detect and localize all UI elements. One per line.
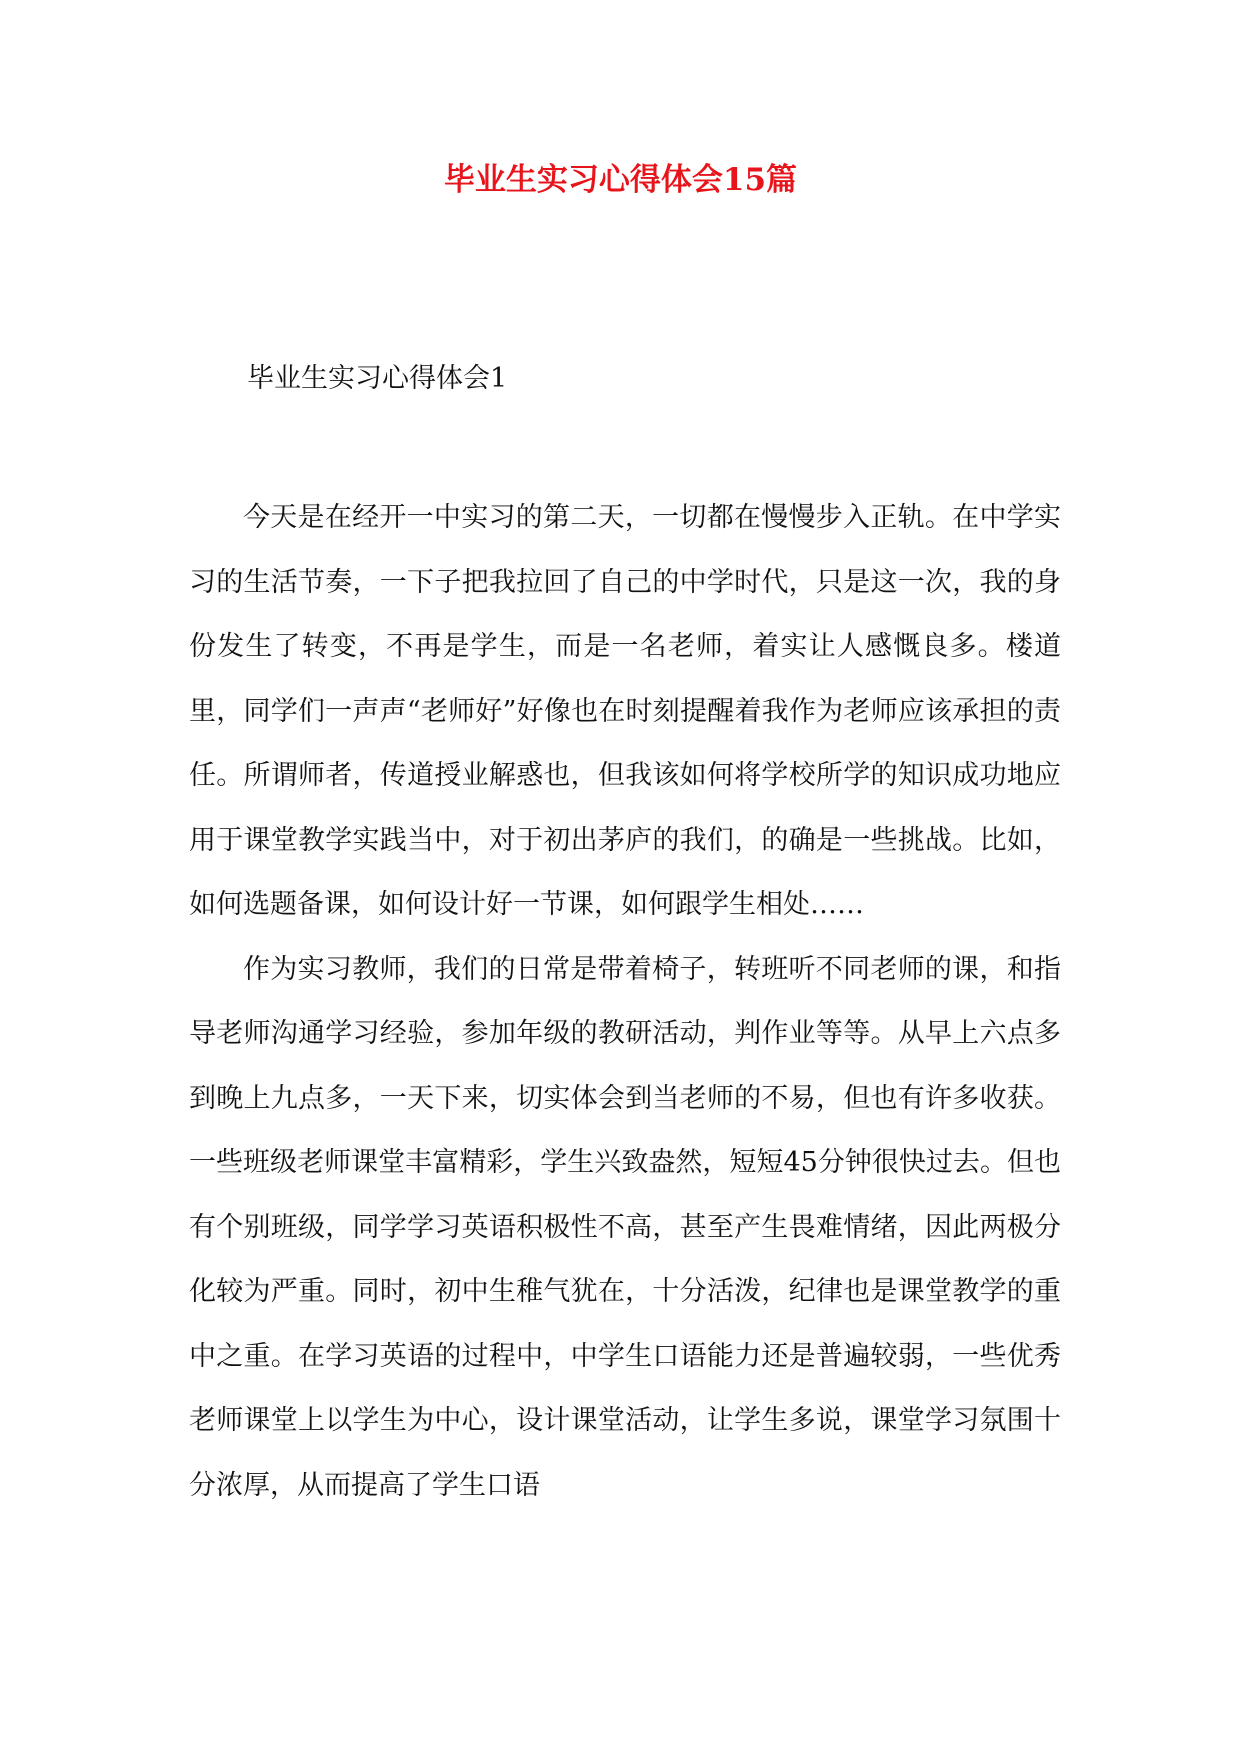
paragraph: 今天是在经开一中实习的第二天，一切都在慢慢步入正轨。在中学实习的生活节奏，一下子把我拉回了自己的中学时代，只是这一次，我的身份发生了转变，不再是学生，而是一名老师，着实让人感慨良多。楼道里，同学们一声声“老师好”好像也在时刻提醒着我作为老师应该承担的责任。所谓师者，传道授业解惑也，但我该如何将学校所学的知识成功地应用于课堂教学实践当中，对于初出茅庐的我们，的确是一些挑战。比如，如何选题备课，如何设计好一节课，如何跟学生相处…… — [189, 502, 1061, 920]
paragraph: 作为实习教师，我们的日常是带着椅子，转班听不同老师的课，和指导老师沟通学习经验，参加年级的教研活动，判作业等等。从早上六点多到晚上九点多，一天下来，切实体会到当老师的不易，但也有许多收获。一些班级老师课堂丰富精彩，学生兴致盎然，短短45分钟很快过去。但也有个别班级，同学学习英语积极性不高，甚至产生畏难情绪，因此两极分化较为严重。同时，初中生稚气犹在，十分活泼，纪律也是课堂教学的重中之重。在学习英语的过程中，中学生口语能力还是普遍较弱，一些优秀老师课堂上以学生为中心，设计课堂活动，让学生多说，课堂学习氛围十分浓厚，从而提高了学生口语 — [189, 953, 1061, 1501]
section-heading: 毕业生实习心得体会1 — [247, 363, 508, 394]
document-title: 毕业生实习心得体会15篇 — [443, 162, 798, 198]
document-body — [189, 486, 1061, 1518]
